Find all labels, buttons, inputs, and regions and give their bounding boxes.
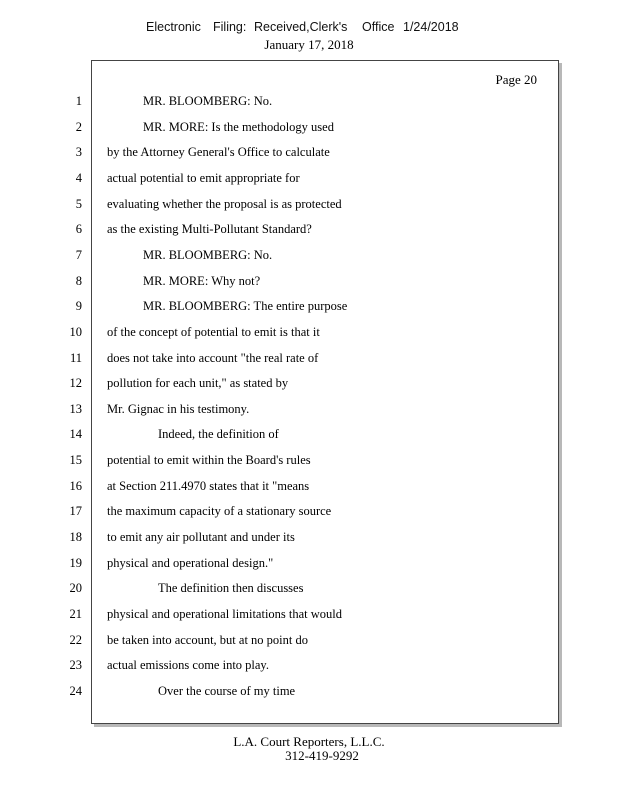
line-text: actual potential to emit appropriate for	[107, 170, 300, 185]
line-number: 22	[69, 632, 82, 647]
line-text: potential to emit within the Board's rules	[107, 453, 311, 468]
footer-company: L.A. Court Reporters, L.L.C.	[233, 734, 385, 749]
line-number: 4	[75, 170, 82, 185]
line-number: 21	[69, 607, 82, 621]
line-number: 11	[69, 350, 82, 365]
line-text: at Section 211.4970 states that it "means	[107, 478, 310, 493]
line-number: 23	[69, 658, 82, 673]
line-text: Over the course of my time	[158, 683, 296, 698]
line-number: 12	[69, 376, 82, 391]
line-number: 10	[69, 324, 82, 339]
line-text: by the Attorney General's Office to calculate	[107, 145, 330, 160]
filing-office-label: Office	[362, 20, 395, 34]
line-text: physical and operational limitations that would	[107, 607, 343, 621]
line-number: 9	[75, 299, 82, 314]
line-number: 15	[69, 453, 82, 468]
page-number: Page 20	[495, 72, 537, 87]
line-text: The definition then discusses	[158, 581, 304, 596]
line-text: MR. MORE: Is the methodology used	[143, 119, 334, 134]
line-text: be taken into account, but at no point do	[107, 632, 308, 647]
line-number: 1	[75, 94, 82, 108]
line-text: evaluating whether the proposal is as protected	[107, 196, 342, 211]
line-number: 19	[69, 555, 82, 570]
line-number: 6	[75, 222, 82, 237]
line-number: 3	[75, 145, 82, 160]
line-number: 16	[69, 478, 82, 493]
line-text: MR. MORE: Why not?	[143, 273, 261, 288]
line-number: 20	[69, 581, 82, 596]
filing-date: 1/24/2018	[403, 20, 459, 34]
line-number: 17	[69, 504, 82, 519]
line-number: 13	[69, 401, 82, 416]
line-text: to emit any air pollutant and under its	[107, 530, 295, 545]
line-text: physical and operational design."	[107, 555, 274, 570]
filing-stamp	[0, 20, 618, 38]
line-text: Mr. Gignac in his testimony.	[107, 401, 250, 416]
line-text: MR. BLOOMBERG: No.	[143, 247, 273, 262]
line-number: 5	[75, 196, 82, 211]
filing-received-label: Received,Clerk's	[254, 20, 348, 34]
line-text: as the existing Multi-Pollutant Standard?	[107, 222, 312, 237]
line-number: 7	[75, 247, 82, 262]
line-text: does not take into account "the real rate of	[107, 350, 319, 365]
filing-electronic-label: Electronic	[146, 20, 201, 34]
line-text: MR. BLOOMBERG: No.	[143, 94, 273, 108]
line-number: 8	[75, 273, 82, 288]
line-number: 24	[69, 683, 82, 698]
line-text: MR. BLOOMBERG: The entire purpose	[143, 299, 348, 314]
line-text: the maximum capacity of a stationary source	[107, 504, 332, 519]
hearing-date: January 17, 2018	[264, 37, 354, 52]
line-number: 14	[69, 427, 82, 442]
line-number: 2	[75, 119, 82, 134]
filing-filing-label: Filing:	[213, 20, 247, 34]
line-text: of the concept of potential to emit is that it	[107, 324, 320, 339]
line-text: pollution for each unit," as stated by	[107, 376, 289, 391]
line-text: Indeed, the definition of	[158, 427, 279, 442]
footer-phone: 312-419-9292	[285, 748, 359, 763]
line-number: 18	[69, 530, 82, 545]
line-text: actual emissions come into play.	[107, 658, 269, 673]
